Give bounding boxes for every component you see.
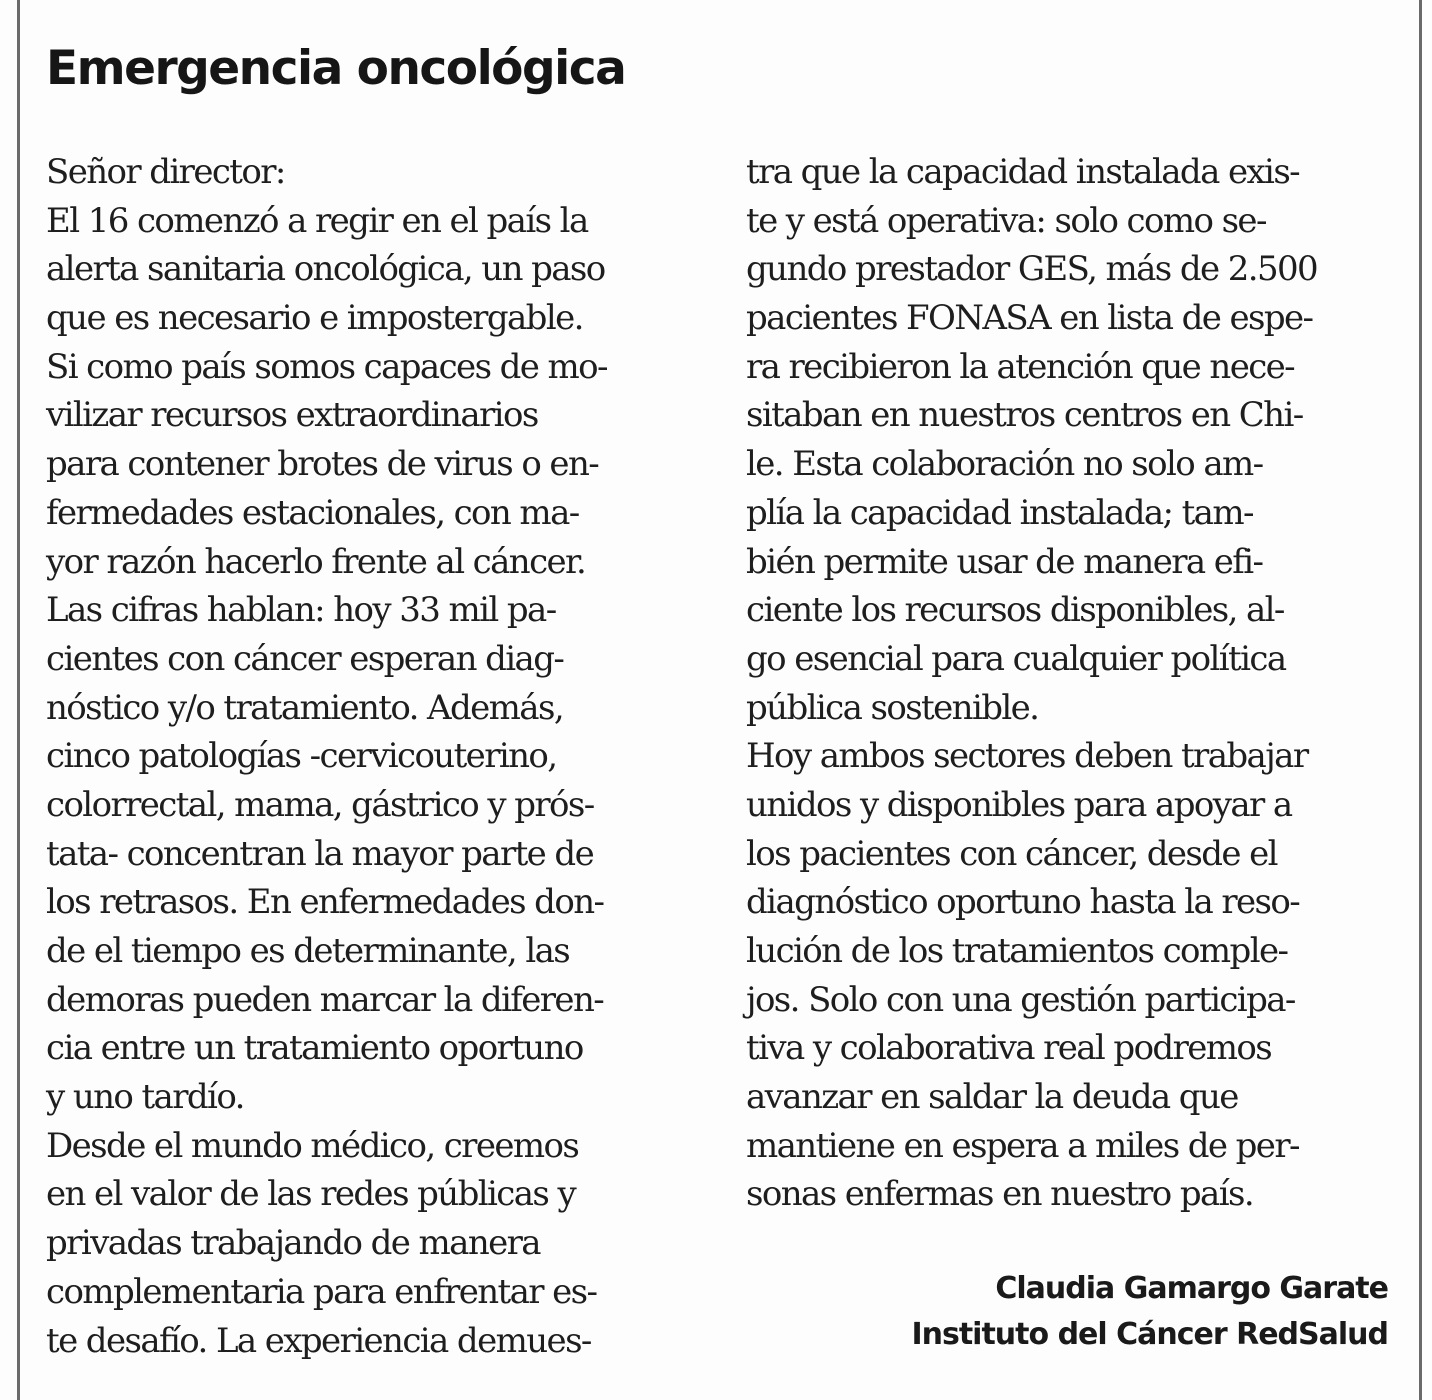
text-line: pública sostenible. bbox=[746, 687, 1039, 728]
text-line: diagnóstico oportuno hasta la reso- bbox=[746, 882, 1300, 923]
text-line: gundo prestador GES, más de 2.500 bbox=[746, 249, 1318, 290]
text-line: cinco patologías -cervicouterino, bbox=[46, 736, 557, 777]
text-line: tra que la capacidad instalada exis- bbox=[746, 152, 1300, 192]
article-title: Emergencia oncológica bbox=[46, 41, 626, 96]
text-line: Las cifras hablan: hoy 33 mil pa- bbox=[46, 590, 556, 631]
text-line: Señor director: bbox=[46, 152, 285, 192]
text-line: colorrectal, mama, gástrico y prós- bbox=[46, 784, 594, 825]
author-name: Claudia Gamargo Garate bbox=[995, 1271, 1388, 1306]
text-line: plía la capacidad instalada; tam- bbox=[746, 492, 1253, 533]
text-line: yor razón hacerlo frente al cáncer. bbox=[46, 541, 586, 582]
right-border-rule bbox=[1419, 0, 1422, 1400]
text-line: Si como país somos capaces de mo- bbox=[46, 346, 607, 387]
text-line: nóstico y/o tratamiento. Además, bbox=[46, 687, 564, 728]
text-line: fermedades estacionales, con ma- bbox=[46, 492, 579, 533]
text-line: tata- concentran la mayor parte de bbox=[46, 833, 594, 874]
text-line: go esencial para cualquier política bbox=[746, 638, 1286, 679]
text-line: privadas trabajando de manera bbox=[46, 1223, 540, 1264]
text-line: bién permite usar de manera efi- bbox=[746, 541, 1263, 582]
text-line: Desde el mundo médico, creemos bbox=[46, 1125, 579, 1166]
text-line: en el valor de las redes públicas y bbox=[46, 1174, 576, 1215]
text-line: Hoy ambos sectores deben trabajar bbox=[746, 736, 1308, 777]
text-line: ciente los recursos disponibles, al- bbox=[746, 590, 1284, 631]
text-line: pacientes FONASA en lista de espe- bbox=[746, 298, 1313, 339]
text-line: le. Esta colaboración no solo am- bbox=[746, 444, 1263, 485]
text-line: sonas enfermas en nuestro país. bbox=[746, 1174, 1254, 1215]
text-line: los pacientes con cáncer, desde el bbox=[746, 833, 1277, 874]
text-line: complementaria para enfrentar es- bbox=[46, 1271, 597, 1312]
left-border-rule bbox=[17, 0, 20, 1400]
text-line: ra recibieron la atención que nece- bbox=[746, 346, 1295, 387]
text-line: de el tiempo es determinante, las bbox=[46, 931, 570, 971]
text-line: lución de los tratamientos comple- bbox=[746, 931, 1288, 971]
text-line: cia entre un tratamiento oportuno bbox=[46, 1028, 583, 1069]
text-line: vilizar recursos extraordinarios bbox=[46, 395, 538, 436]
text-line: te desafío. La experiencia demues- bbox=[46, 1320, 591, 1361]
text-line: cientes con cáncer esperan diag- bbox=[46, 638, 564, 679]
text-line: El 16 comenzó a regir en el país la bbox=[46, 200, 588, 241]
text-line: sitaban en nuestros centros en Chi- bbox=[746, 395, 1303, 436]
text-line: y uno tardío. bbox=[46, 1077, 244, 1118]
signature-block bbox=[911, 1266, 1388, 1358]
text-line: que es necesario e impostergable. bbox=[46, 298, 583, 339]
text-line: mantiene en espera a miles de per- bbox=[746, 1125, 1299, 1166]
text-line: tiva y colaborativa real podremos bbox=[746, 1028, 1272, 1069]
text-line: te y está operativa: solo como se- bbox=[746, 200, 1266, 241]
text-line: jos. Solo con una gestión participa- bbox=[746, 979, 1295, 1020]
text-line: los retrasos. En enfermedades don- bbox=[46, 882, 604, 923]
text-line: unidos y disponibles para apoyar a bbox=[746, 784, 1292, 825]
text-line: alerta sanitaria oncológica, un paso bbox=[46, 249, 605, 290]
text-line: para contener brotes de virus o en- bbox=[46, 444, 599, 485]
author-institution: Instituto del Cáncer RedSalud bbox=[911, 1317, 1388, 1352]
left-text-column bbox=[46, 148, 696, 1365]
text-line: demoras pueden marcar la diferen- bbox=[46, 979, 604, 1020]
right-text-column bbox=[746, 148, 1396, 1219]
text-line: avanzar en saldar la deuda que bbox=[746, 1077, 1238, 1118]
